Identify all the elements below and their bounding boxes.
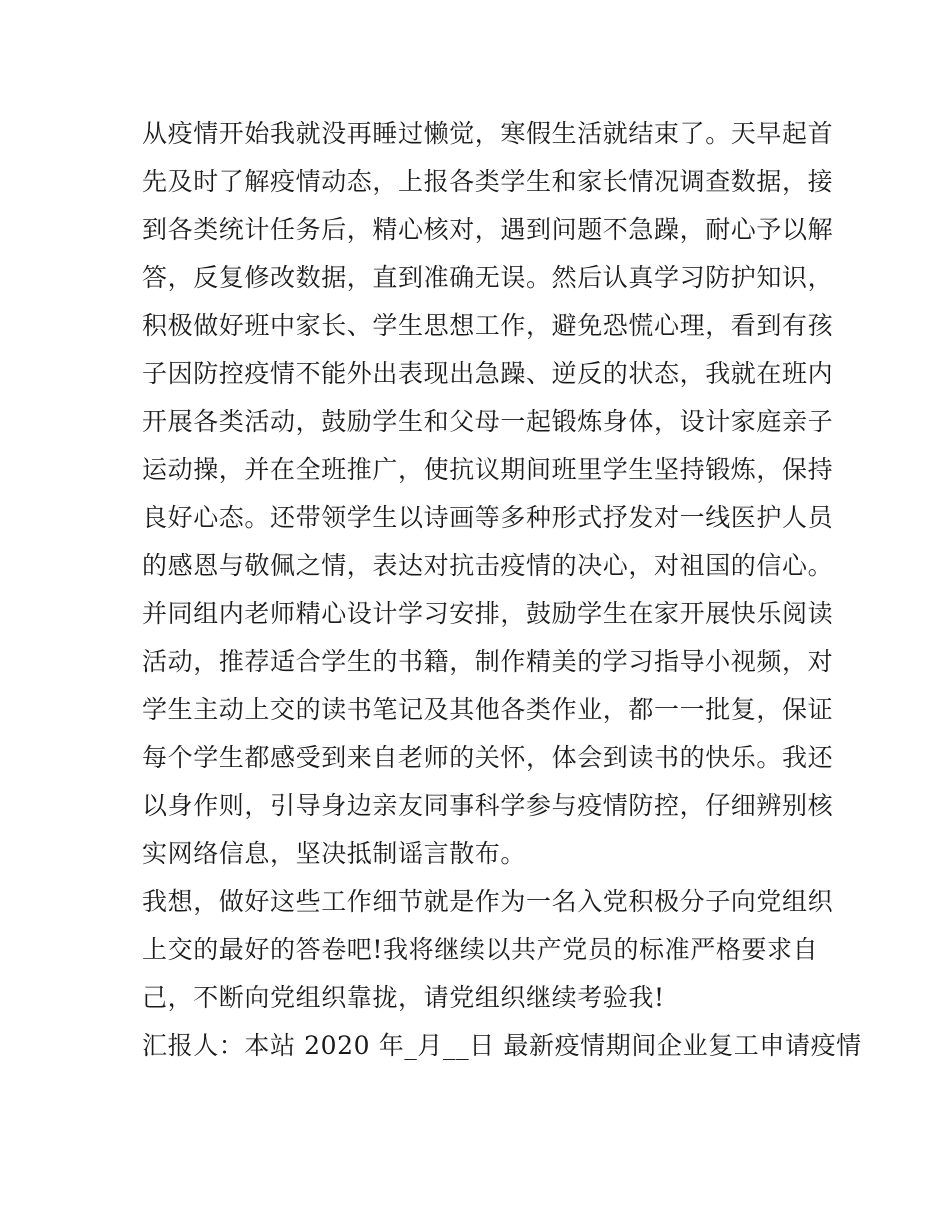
text-line: 的感恩与敬佩之情，表达对抗击疫情的决心，对祖国的信心。 (142, 551, 834, 580)
text-line: 运动操，并在全班推广，使抗议期间班里学生坚持锻炼，保持 (142, 455, 834, 484)
text-line: 答，反复修改数据，直到准确无误。然后认真学习防护知识， (142, 263, 834, 292)
text-line: 实网络信息，坚决抵制谣言散布。 (142, 839, 527, 868)
text-line: 到各类统计任务后，精心核对，遇到问题不急躁，耐心予以解 (142, 215, 834, 244)
text-line: 每个学生都感受到来自老师的关怀，体会到读书的快乐。我还 (142, 743, 834, 772)
text-line: 从疫情开始我就没再睡过懒觉，寒假生活就结束了。天早起首 (142, 119, 834, 148)
text-line: 并同组内老师精心设计学习安排，鼓励学生在家开展快乐阅读 (142, 599, 834, 628)
text-line: 良好心态。还带领学生以诗画等多种形式抒发对一线医护人员 (142, 503, 834, 532)
text-line: 学生主动上交的读书笔记及其他各类作业，都一一批复，保证 (142, 695, 834, 724)
text-line: 活动，推荐适合学生的书籍，制作精美的学习指导小视频，对 (142, 647, 834, 676)
text-line: 我想，做好这些工作细节就是作为一名入党积极分子向党组织 (142, 887, 834, 916)
text-line: 己，不断向党组织靠拢，请党组织继续考验我! (142, 983, 665, 1012)
text-line: 汇报人：本站 2020 年_月__日 最新疫情期间企业复工申请疫情 (142, 1031, 862, 1060)
text-line: 开展各类活动，鼓励学生和父母一起锻炼身体，设计家庭亲子 (142, 407, 834, 436)
text-line: 积极做好班中家长、学生思想工作，避免恐慌心理，看到有孩 (142, 311, 834, 340)
text-line: 子因防控疫情不能外出表现出急躁、逆反的状态，我就在班内 (142, 359, 834, 388)
text-line: 上交的最好的答卷吧!我将继续以共产党员的标准严格要求自 (142, 935, 819, 964)
text-line: 先及时了解疫情动态，上报各类学生和家长情况调查数据，接 (142, 167, 834, 196)
text-line: 以身作则，引导身边亲友同事科学参与疫情防控，仔细辨别核 (142, 791, 834, 820)
